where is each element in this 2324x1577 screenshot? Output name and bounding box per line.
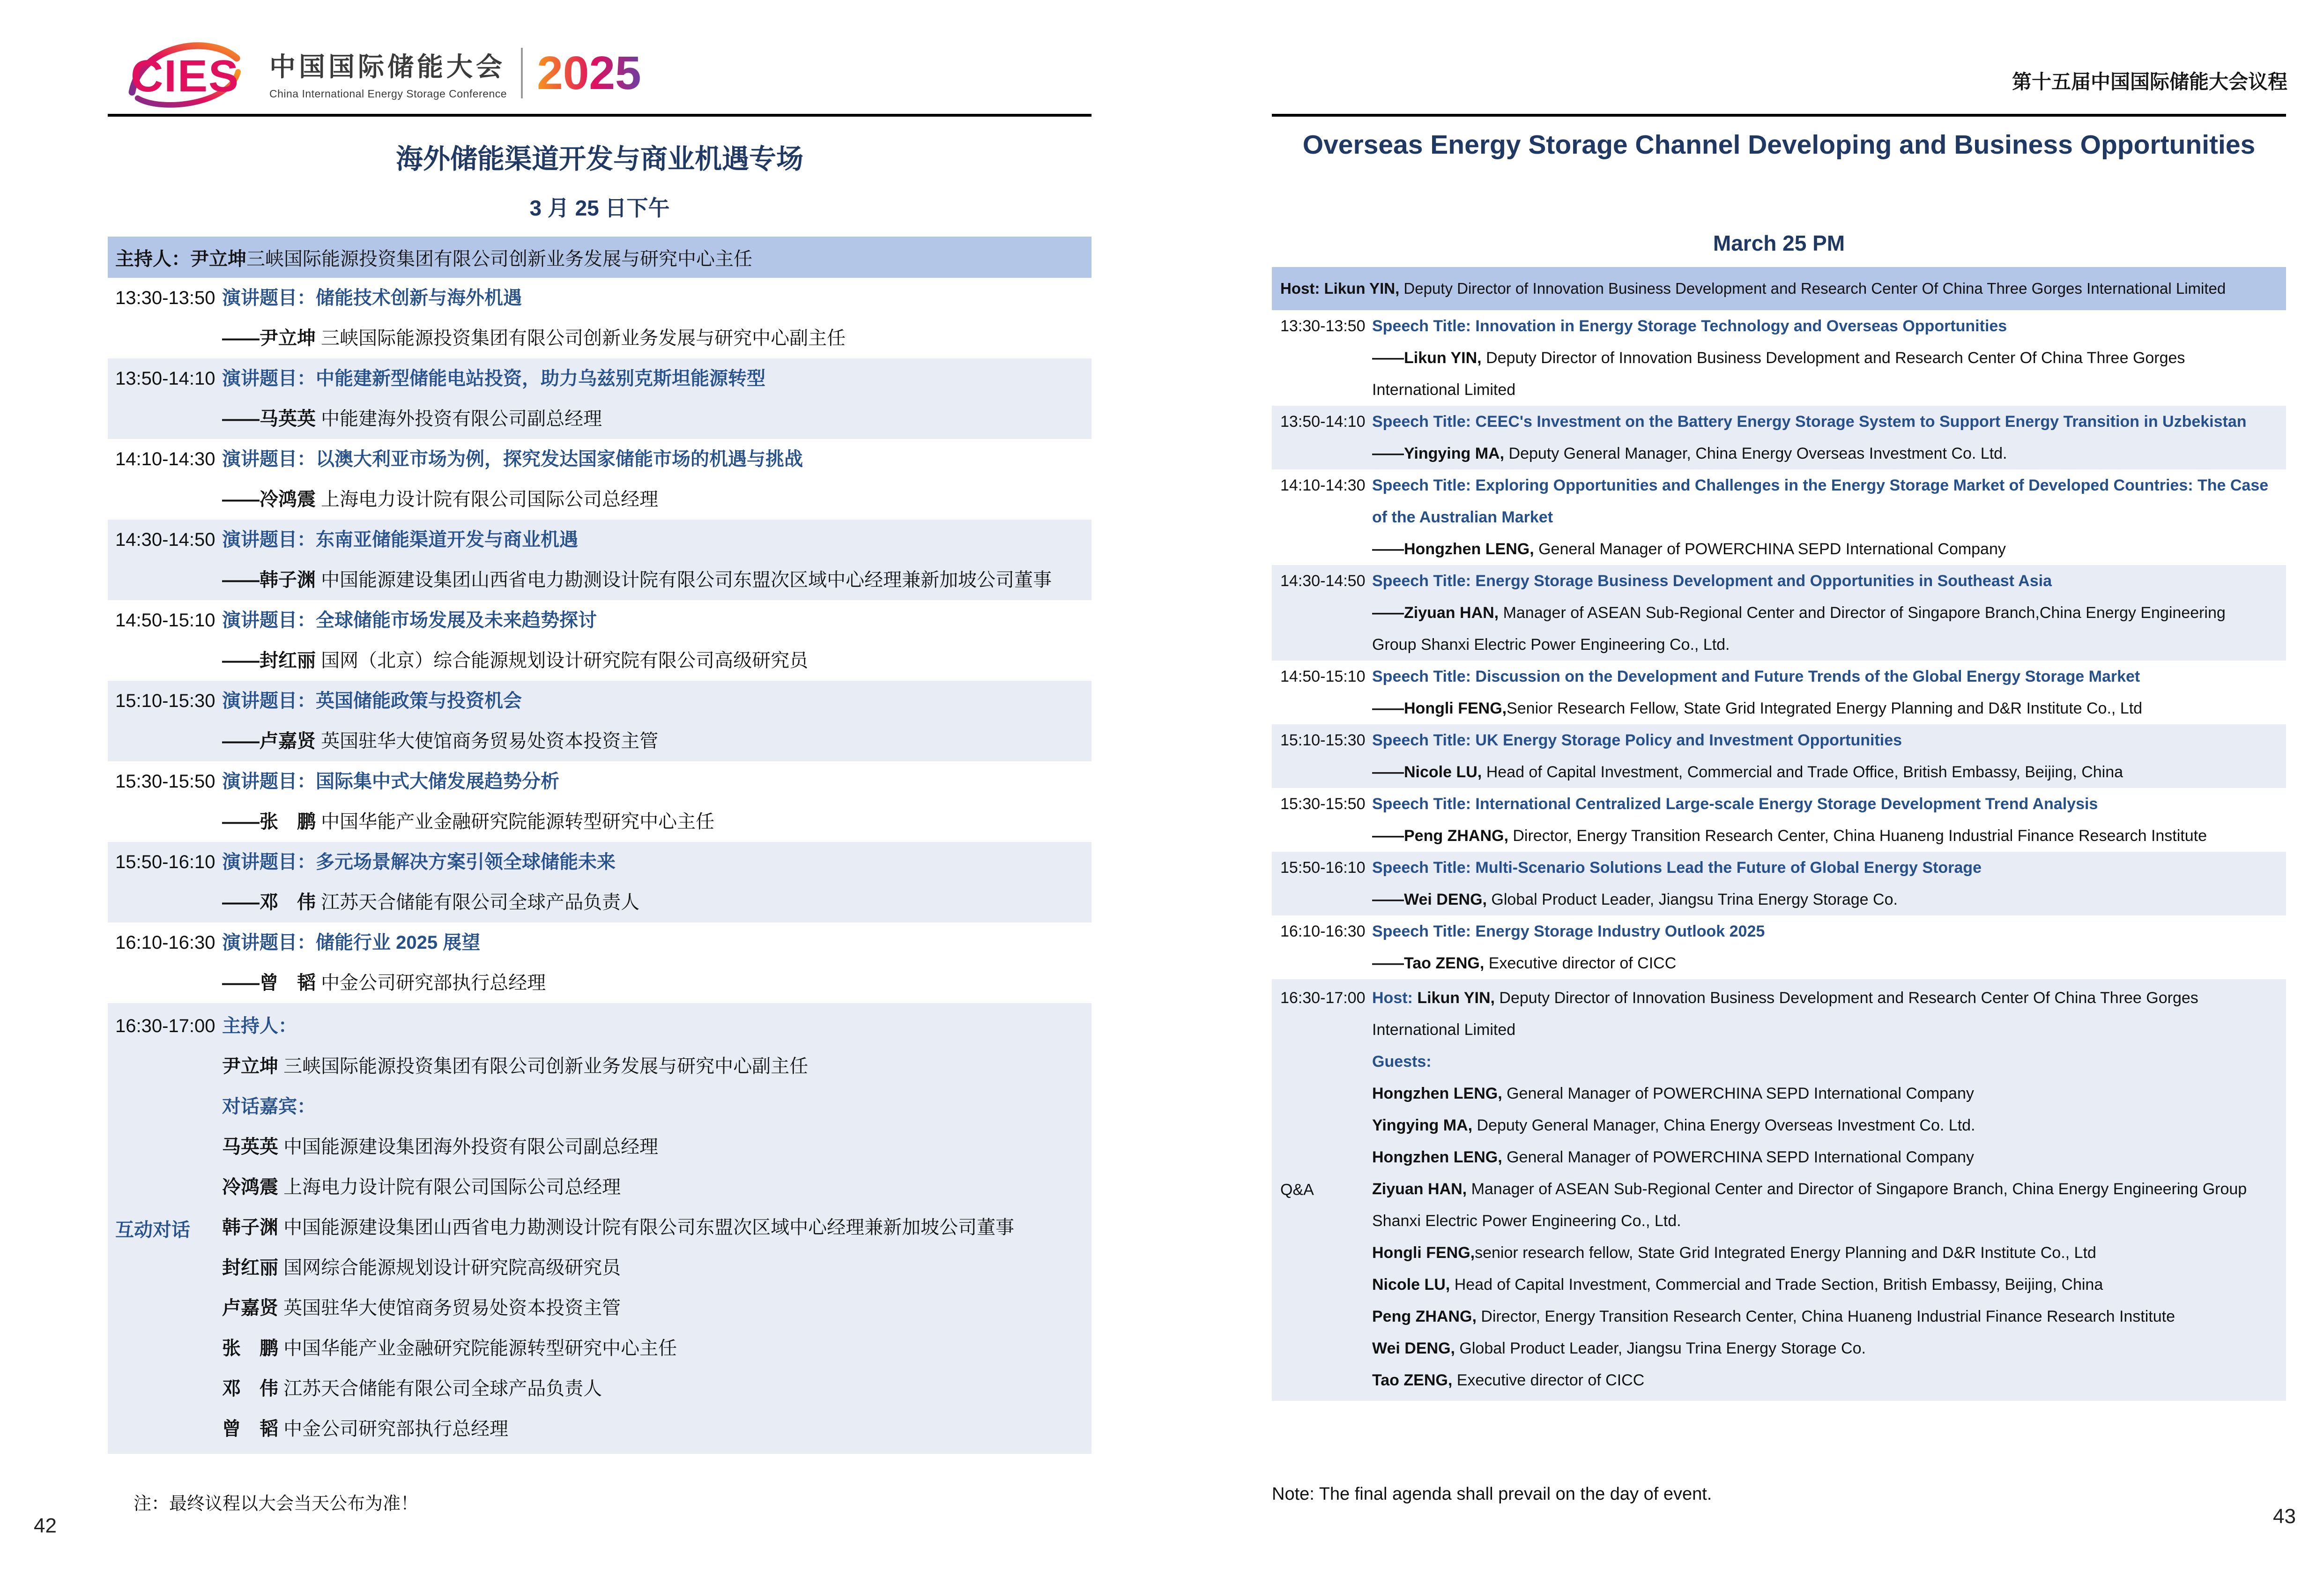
time-slot: 16:10-16:30 — [115, 932, 215, 953]
agenda-row — [108, 520, 1091, 600]
agenda-row — [1272, 406, 2286, 469]
speaker-affiliation: Deputy Director of Innovation Business Development and Research Center Of China Three Gorges International Limited — [1372, 349, 2185, 399]
speaker-affiliation: 中国华能产业金融研究院能源转型研究中心主任 — [316, 811, 715, 832]
host-label: Host: Likun YIN, — [1280, 280, 1400, 297]
time-slot: 15:10-15:30 — [115, 691, 215, 711]
speaker-name: ——Ziyuan HAN, — [1372, 604, 1499, 622]
agenda-row — [1272, 724, 2286, 788]
right-page-number: 43 — [2273, 1505, 2296, 1528]
guest-name: Peng ZHANG, — [1372, 1308, 1477, 1325]
left-footnote: 注：最终议程以大会当天公布为准！ — [134, 1494, 419, 1514]
guest-name: 张 鹏 — [222, 1338, 278, 1359]
speech-title: Speech Title: UK Energy Storage Policy and Investment Opportunities — [1372, 731, 1902, 749]
speaker-affiliation: 国网（北京）综合能源规划设计研究院有限公司高级研究员 — [316, 650, 809, 671]
guest-affiliation: 国网综合能源规划设计研究院高级研究员 — [278, 1257, 621, 1278]
guest-affiliation: 上海电力设计院有限公司国际公司总经理 — [278, 1177, 621, 1198]
time-slot: 14:30-14:50 — [1280, 572, 1366, 590]
guest-name: 卢嘉贤 — [222, 1298, 278, 1318]
speaker-name: ——马英英 — [222, 409, 316, 429]
cies-acronym: CIES — [130, 51, 240, 101]
speaker-name: ——Hongzhen LENG, — [1372, 540, 1534, 558]
guest-affiliation: senior research fellow, State Grid Integrated Energy Planning and D&R Institute Co., Ltd — [1475, 1244, 2096, 1262]
agenda-row — [1272, 915, 2286, 979]
guest-affiliation: 中金公司研究部执行总经理 — [278, 1419, 509, 1439]
panel-line-label: 主持人： — [222, 1016, 297, 1036]
speaker-affiliation: 江苏天合储能有限公司全球产品负责人 — [316, 892, 640, 913]
guest-name: 马英英 — [222, 1137, 278, 1157]
speaker-affiliation: Director, Energy Transition Research Center, China Huaneng Industrial Finance Research Institute — [1508, 827, 2207, 845]
speaker-name: ——Wei DENG, — [1372, 891, 1487, 908]
time-slot: 13:50-14:10 — [1280, 413, 1366, 431]
agenda-row — [108, 842, 1091, 922]
left-page-number: 42 — [34, 1514, 57, 1537]
agenda-row — [108, 922, 1091, 1003]
speech-title: 演讲题目：全球储能市场发展及未来趋势探讨 — [222, 610, 597, 631]
guest-name: Hongzhen LENG, — [1372, 1085, 1502, 1102]
host-name: Likun YIN, — [1412, 989, 1495, 1007]
time-slot: 14:10-14:30 — [115, 449, 215, 469]
speech-title: 演讲题目：中能建新型储能电站投资，助力乌兹别克斯坦能源转型 — [222, 368, 765, 389]
guest-affiliation: 英国驻华大使馆商务贸易处资本投资主管 — [278, 1298, 621, 1318]
right-page-title: Overseas Energy Storage Channel Developing and Business Opportunities — [1302, 130, 2256, 160]
agenda-row — [1272, 788, 2286, 852]
guest-affiliation: Deputy General Manager, China Energy Overseas Investment Co. Ltd. — [1472, 1116, 1975, 1134]
speaker-name: ——Tao ZENG, — [1372, 954, 1485, 972]
speaker-name: ——Likun YIN, — [1372, 349, 1482, 367]
speaker-name: ——Yingying MA, — [1372, 445, 1505, 462]
speaker-affiliation: Executive director of CICC — [1484, 954, 1677, 972]
host-row — [1272, 267, 2286, 310]
right-agenda-table — [1272, 267, 2286, 1401]
header-rule-left — [108, 114, 1091, 117]
qa-row — [1272, 979, 2286, 1401]
agenda-row — [108, 439, 1091, 520]
time-slot: 13:30-13:50 — [115, 288, 215, 308]
speech-title: 演讲题目：多元场景解决方案引领全球储能未来 — [222, 852, 616, 872]
agenda-row — [108, 761, 1091, 842]
guest-affiliation: 江苏天合储能有限公司全球产品负责人 — [278, 1378, 602, 1399]
time-slot: 13:30-13:50 — [1280, 317, 1366, 335]
host-affiliation: 三峡国际能源投资集团有限公司创新业务发展与研究中心主任 — [246, 248, 752, 269]
conference-name-en: China International Energy Storage Conference — [269, 87, 507, 100]
guest-affiliation: 三峡国际能源投资集团有限公司创新业务发展与研究中心副主任 — [278, 1056, 809, 1077]
speaker-name: ——卢嘉贤 — [222, 731, 316, 751]
cies-logo-mark — [115, 33, 255, 113]
speech-title: 演讲题目：英国储能政策与投资机会 — [222, 691, 522, 711]
agenda-row — [1272, 852, 2286, 915]
logo-year: 2025 — [537, 46, 641, 99]
speech-title: Speech Title: International Centralized Large-scale Energy Storage Development Trend Analysis — [1372, 795, 2098, 813]
speaker-affiliation: Deputy General Manager, China Energy Overseas Investment Co. Ltd. — [1504, 445, 2007, 462]
speaker-affiliation: Manager of ASEAN Sub-Regional Center and Director of Singapore Branch,China Energy Engineering Group Shanxi Electric Power Engineering Co., Ltd. — [1372, 604, 2226, 654]
guest-affiliation: 中国华能产业金融研究院能源转型研究中心主任 — [278, 1338, 677, 1359]
speaker-name: ——冷鸿震 — [222, 489, 316, 510]
speaker-name: ——封红丽 — [222, 650, 316, 671]
panel-line-label: Host: — [1372, 989, 1413, 1007]
guest-name: Yingying MA, — [1372, 1116, 1473, 1134]
time-slot: 15:50-16:10 — [115, 852, 215, 872]
header-rule-right — [1272, 114, 2286, 117]
time-slot: 13:50-14:10 — [115, 368, 215, 389]
speaker-affiliation: Senior Research Fellow, State Grid Integrated Energy Planning and D&R Institute Co., Ltd — [1507, 699, 2143, 717]
speaker-affiliation: 三峡国际能源投资集团有限公司创新业务发展与研究中心副主任 — [316, 328, 846, 349]
guest-affiliation: Manager of ASEAN Sub-Regional Center and Director of Singapore Branch, China Energy Engineering Group Shanxi Electric Power Engineering Co., Ltd. — [1372, 1180, 2247, 1230]
speech-title: Speech Title: Energy Storage Business Development and Opportunities in Southeast Asia — [1372, 572, 2052, 590]
speech-title: 演讲题目：国际集中式大储发展趋势分析 — [222, 771, 559, 792]
speaker-affiliation: 上海电力设计院有限公司国际公司总经理 — [316, 489, 659, 510]
speech-title: Speech Title: Innovation in Energy Storage Technology and Overseas Opportunities — [1372, 317, 2007, 335]
speaker-affiliation: 中国能源建设集团山西省电力勘测设计院有限公司东盟次区域中心经理兼新加坡公司董事 — [316, 570, 1052, 590]
speech-title: 演讲题目：以澳大利亚市场为例，探究发达国家储能市场的机遇与挑战 — [222, 449, 803, 469]
time-slot: 14:10-14:30 — [1280, 476, 1366, 494]
guest-affiliation: Executive director of CICC — [1452, 1371, 1645, 1389]
host-row — [108, 237, 1091, 278]
panel-line-label: 对话嘉宾： — [222, 1096, 316, 1117]
guest-affiliation: Global Product Leader, Jiangsu Trina Energy Storage Co. — [1455, 1339, 1866, 1357]
speech-title: 演讲题目：储能行业 2025 展望 — [222, 932, 481, 953]
agenda-row — [108, 278, 1091, 358]
guest-name: Wei DENG, — [1372, 1339, 1455, 1357]
speaker-name: ——邓 伟 — [222, 892, 316, 913]
panel-side-label: 互动对话 — [115, 1220, 190, 1241]
speech-title: 演讲题目：东南亚储能渠道开发与商业机遇 — [222, 529, 578, 550]
time-slot: 14:30-14:50 — [115, 529, 215, 550]
speaker-name: ——张 鹏 — [222, 811, 316, 832]
speaker-name: ——曾 韬 — [222, 973, 316, 993]
speaker-name: ——Hongli FENG, — [1372, 699, 1507, 717]
time-slot: 15:30-15:50 — [1280, 795, 1366, 813]
guest-name: Tao ZENG, — [1372, 1371, 1453, 1389]
time-slot: 14:50-15:10 — [1280, 668, 1366, 685]
guest-name: 曾 韬 — [222, 1419, 278, 1439]
time-slot: 16:30-17:00 — [1280, 989, 1366, 1007]
right-page-date: March 25 PM — [1713, 231, 1845, 255]
guest-name: Ziyuan HAN, — [1372, 1180, 1467, 1198]
logo-divider — [521, 48, 523, 98]
speech-title: Speech Title: Energy Storage Industry Outlook 2025 — [1372, 922, 1765, 940]
guest-affiliation: 中国能源建设集团山西省电力勘测设计院有限公司东盟次区域中心经理兼新加坡公司董事 — [278, 1217, 1015, 1238]
host-affiliation: Deputy Director of Innovation Business Development and Research Center Of China Three Gorges International Limited — [1399, 280, 2226, 297]
agenda-row — [108, 358, 1091, 439]
speaker-affiliation: 中金公司研究部执行总经理 — [316, 973, 546, 993]
conference-name-cn: 中国国际储能大会 — [269, 52, 505, 82]
guest-name: 邓 伟 — [222, 1378, 278, 1399]
guest-name: 冷鸿震 — [222, 1177, 278, 1198]
speaker-name: ——尹立坤 — [222, 328, 316, 349]
speaker-affiliation: Head of Capital Investment, Commercial and Trade Office, British Embassy, Beijing, China — [1482, 763, 2124, 781]
agenda-row — [108, 600, 1091, 681]
speech-title: Speech Title: Exploring Opportunities and Challenges in the Energy Storage Market of Developed Countries: The Case of the Australian Market — [1372, 476, 2269, 526]
right-footnote: Note: The final agenda shall prevail on the day of event. — [1272, 1484, 1712, 1504]
agenda-row — [108, 681, 1091, 761]
speaker-affiliation: 英国驻华大使馆商务贸易处资本投资主管 — [316, 731, 659, 751]
guest-affiliation: Head of Capital Investment, Commercial and Trade Section, British Embassy, Beijing, China — [1450, 1276, 2103, 1294]
guest-name: 封红丽 — [222, 1257, 278, 1278]
host-affiliation: Deputy Director of Innovation Business Development and Research Center Of China Three Gorges International Limited — [1372, 989, 2198, 1039]
speaker-affiliation: Global Product Leader, Jiangsu Trina Energy Storage Co. — [1486, 891, 1898, 908]
guest-name: 韩子渊 — [222, 1217, 278, 1238]
left-page-date: 3 月 25 日下午 — [529, 196, 670, 220]
page-header-right: 第十五届中国国际储能大会议程 — [2012, 71, 2287, 93]
speech-title: Speech Title: Multi-Scenario Solutions Lead the Future of Global Energy Storage — [1372, 859, 1982, 877]
guest-name: Hongli FENG, — [1372, 1244, 1475, 1262]
left-agenda-table — [108, 237, 1091, 1454]
time-slot: 15:10-15:30 — [1280, 731, 1366, 749]
speaker-name: ——Peng ZHANG, — [1372, 827, 1508, 845]
left-page-title: 海外储能渠道开发与商业机遇专场 — [395, 144, 803, 174]
guest-name: Nicole LU, — [1372, 1276, 1450, 1294]
agenda-row — [1272, 565, 2286, 661]
speech-title: 演讲题目：储能技术创新与海外机遇 — [222, 288, 522, 308]
guest-affiliation: General Manager of POWERCHINA SEPD International Company — [1502, 1148, 1974, 1166]
guest-affiliation: Director, Energy Transition Research Center, China Huaneng Industrial Finance Research Institute — [1476, 1308, 2176, 1325]
time-slot: 15:50-16:10 — [1280, 859, 1366, 877]
speech-title: Speech Title: Discussion on the Development and Future Trends of the Global Energy Storage Market — [1372, 668, 2140, 685]
qa-side-label: Q&A — [1280, 1181, 1314, 1199]
host-label: 主持人：尹立坤 — [115, 248, 246, 269]
guest-name: 尹立坤 — [222, 1056, 278, 1077]
time-slot: 14:50-15:10 — [115, 610, 215, 631]
panel-discussion-row — [108, 1003, 1091, 1454]
agenda-row — [1272, 310, 2286, 406]
time-slot: 16:10-16:30 — [1280, 922, 1366, 940]
speech-title: Speech Title: CEEC's Investment on the Battery Energy Storage System to Support Energy Transition in Uzbekistan — [1372, 413, 2247, 431]
guest-name: Hongzhen LENG, — [1372, 1148, 1502, 1166]
panel-line-label: Guests: — [1372, 1053, 1432, 1071]
agenda-row — [1272, 469, 2286, 565]
guest-affiliation: General Manager of POWERCHINA SEPD International Company — [1502, 1085, 1974, 1102]
speaker-affiliation: General Manager of POWERCHINA SEPD International Company — [1534, 540, 2006, 558]
time-slot: 16:30-17:00 — [115, 1016, 215, 1036]
cies-logo — [115, 33, 641, 113]
guest-affiliation: 中国能源建设集团海外投资有限公司副总经理 — [278, 1137, 659, 1157]
speaker-name: ——韩子渊 — [222, 570, 316, 590]
agenda-row — [1272, 661, 2286, 724]
time-slot: 15:30-15:50 — [115, 771, 215, 792]
speaker-affiliation: 中能建海外投资有限公司副总经理 — [316, 409, 602, 429]
speaker-name: ——Nicole LU, — [1372, 763, 1482, 781]
